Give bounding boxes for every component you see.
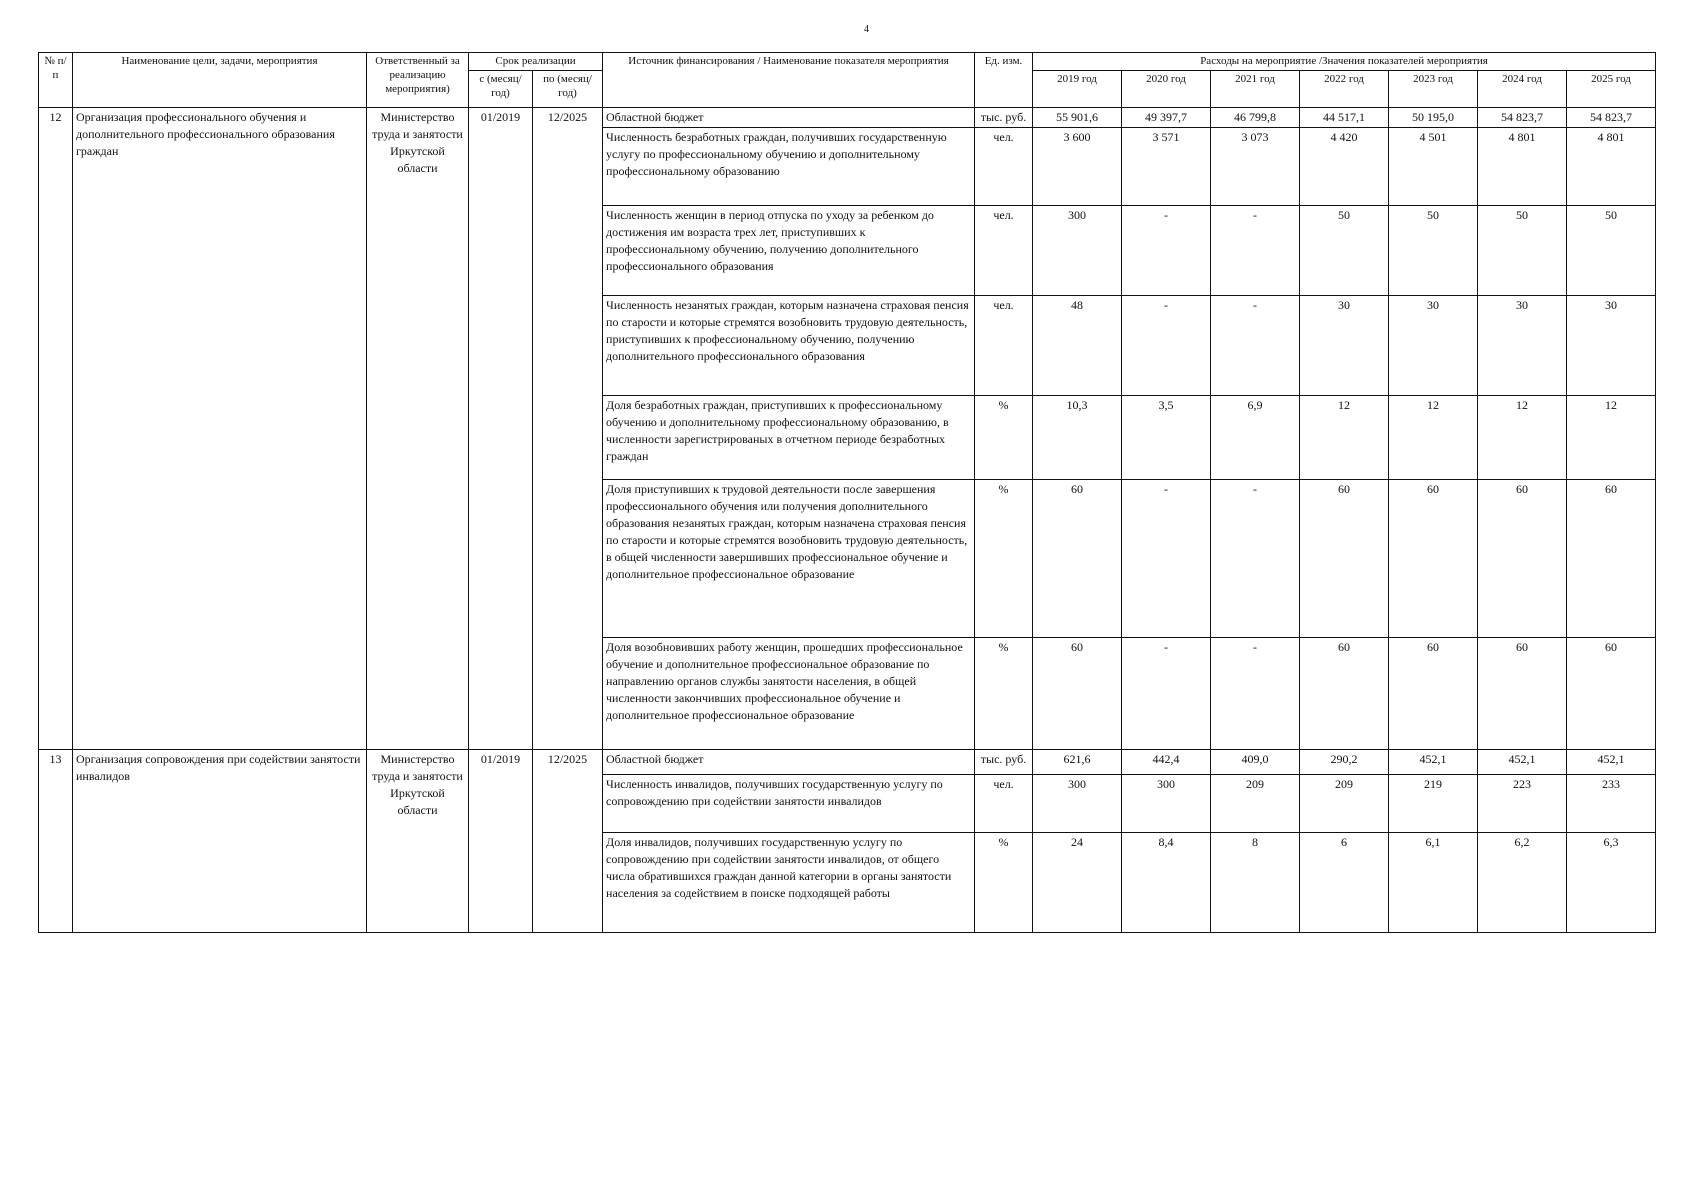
year-value: -	[1122, 206, 1211, 296]
page-number: 4	[864, 24, 869, 35]
year-value: 452,1	[1478, 750, 1567, 775]
indicator-label: Доля возобновивших работу женщин, прошедших профессиональное обучение и дополнительное профессиональное образование по направлению органов службы занятости населения, в общей численности закончивших профессиональное обучение и дополнительное профессиональное образование	[603, 638, 975, 750]
year-value: 300	[1033, 775, 1122, 833]
year-value: 12	[1478, 396, 1567, 480]
measure-name: Организация профессионального обучения и дополнительного профессионального образования граждан	[73, 108, 367, 750]
year-value: 30	[1567, 296, 1656, 396]
header-responsible: Ответственный за реализацию мероприятия)	[367, 53, 469, 108]
year-value: 60	[1389, 480, 1478, 638]
year-value: 409,0	[1211, 750, 1300, 775]
indicator-label: Доля безработных граждан, приступивших к профессиональному обучению и дополнительному профессиональному образованию, в численности зарегистрированых в отчетном периоде безработных граждан	[603, 396, 975, 480]
measure-from: 01/2019	[469, 750, 533, 933]
year-value: 6,9	[1211, 396, 1300, 480]
year-value: 452,1	[1567, 750, 1656, 775]
measure-from: 01/2019	[469, 108, 533, 750]
year-value: 209	[1300, 775, 1389, 833]
year-value: 12	[1300, 396, 1389, 480]
year-value: -	[1211, 296, 1300, 396]
header-name: Наименование цели, задачи, мероприятия	[73, 53, 367, 108]
indicator-label: Численность незанятых граждан, которым назначена страховая пенсия по старости и которые стремятся возобновить трудовую деятельность, приступивших к профессиональному обучению, получению дополнительного профессионального образования	[603, 296, 975, 396]
indicator-label: Доля инвалидов, получивших государственную услугу по сопровождению при содействии занятости инвалидов, от общего числа обратившихся граждан данной категории в органы занятости населения за содействием в поиске подходящей работы	[603, 833, 975, 933]
table-row	[39, 750, 1656, 775]
header-term-from: с (месяц/ год)	[469, 71, 533, 108]
year-value: 6,3	[1567, 833, 1656, 933]
year-value: -	[1211, 638, 1300, 750]
year-value: 3,5	[1122, 396, 1211, 480]
year-value: 442,4	[1122, 750, 1211, 775]
indicator-label: Областной бюджет	[603, 750, 975, 775]
header-source: Источник финансирования / Наименование показателя мероприятия	[603, 53, 975, 108]
indicator-unit: чел.	[975, 775, 1033, 833]
indicator-unit: чел.	[975, 206, 1033, 296]
indicator-unit: %	[975, 396, 1033, 480]
measure-to: 12/2025	[533, 750, 603, 933]
year-value: 44 517,1	[1300, 108, 1389, 128]
year-value: 621,6	[1033, 750, 1122, 775]
year-value: 54 823,7	[1478, 108, 1567, 128]
year-value: 50	[1300, 206, 1389, 296]
year-value: 219	[1389, 775, 1478, 833]
year-value: 4 801	[1478, 128, 1567, 206]
year-value: 3 571	[1122, 128, 1211, 206]
year-value: 46 799,8	[1211, 108, 1300, 128]
header-year: 2024 год	[1478, 71, 1567, 108]
indicator-unit: %	[975, 638, 1033, 750]
year-value: 10,3	[1033, 396, 1122, 480]
year-value: 452,1	[1389, 750, 1478, 775]
year-value: 223	[1478, 775, 1567, 833]
header-term: Срок реализации	[469, 53, 603, 71]
year-value: 4 801	[1567, 128, 1656, 206]
year-value: 60	[1033, 480, 1122, 638]
indicator-label: Доля приступивших к трудовой деятельности после завершения профессионального обучения или получения дополнительного образования незанятых граждан, которым назначена страховая пенсия по старости и которые стремятся возобновить трудовую деятельность, в общей численности завершивших профессиональное обучение и дополнительное профессиональное образование	[603, 480, 975, 638]
header-unit: Ед. изм.	[975, 53, 1033, 108]
year-value: 49 397,7	[1122, 108, 1211, 128]
year-value: 50	[1389, 206, 1478, 296]
indicator-unit: тыс. руб.	[975, 750, 1033, 775]
indicator-unit: чел.	[975, 128, 1033, 206]
year-value: 60	[1567, 638, 1656, 750]
year-value: 209	[1211, 775, 1300, 833]
year-value: 60	[1567, 480, 1656, 638]
year-value: 50 195,0	[1389, 108, 1478, 128]
table-body	[39, 108, 1656, 933]
year-value: 24	[1033, 833, 1122, 933]
year-value: 8	[1211, 833, 1300, 933]
year-value: 50	[1567, 206, 1656, 296]
year-value: 6,2	[1478, 833, 1567, 933]
year-value: 60	[1478, 638, 1567, 750]
measure-num: 13	[39, 750, 73, 933]
measure-to: 12/2025	[533, 108, 603, 750]
header-year: 2019 год	[1033, 71, 1122, 108]
year-value: -	[1122, 296, 1211, 396]
header-year: 2020 год	[1122, 71, 1211, 108]
year-value: 4 501	[1389, 128, 1478, 206]
header-year: 2022 год	[1300, 71, 1389, 108]
year-value: 4 420	[1300, 128, 1389, 206]
year-value: -	[1122, 480, 1211, 638]
year-value: 6,1	[1389, 833, 1478, 933]
year-value: 3 600	[1033, 128, 1122, 206]
indicator-unit: %	[975, 480, 1033, 638]
year-value: 30	[1478, 296, 1567, 396]
table-row	[39, 108, 1656, 128]
year-value: 30	[1300, 296, 1389, 396]
year-value: 50	[1478, 206, 1567, 296]
measure-num: 12	[39, 108, 73, 750]
indicator-unit: чел.	[975, 296, 1033, 396]
header-num: № п/п	[39, 53, 73, 108]
year-value: 60	[1033, 638, 1122, 750]
header-expenses: Расходы на мероприятие /Значения показателей мероприятия	[1033, 53, 1656, 71]
header-year: 2021 год	[1211, 71, 1300, 108]
year-value: 12	[1389, 396, 1478, 480]
year-value: 55 901,6	[1033, 108, 1122, 128]
year-value: 60	[1389, 638, 1478, 750]
year-value: 30	[1389, 296, 1478, 396]
year-value: 60	[1300, 638, 1389, 750]
year-value: 300	[1033, 206, 1122, 296]
measure-name: Организация сопровождения при содействии занятости инвалидов	[73, 750, 367, 933]
header-term-to: по (месяц/ год)	[533, 71, 603, 108]
year-value: 60	[1300, 480, 1389, 638]
header-year: 2025 год	[1567, 71, 1656, 108]
indicator-label: Численность женщин в период отпуска по уходу за ребенком до достижения им возраста трех лет, приступивших к профессиональному обучению, получению дополнительного профессионального образования	[603, 206, 975, 296]
indicator-label: Численность безработных граждан, получивших государственную услугу по профессиональному обучению и дополнительному профессиональному образованию	[603, 128, 975, 206]
year-value: 8,4	[1122, 833, 1211, 933]
indicator-unit: тыс. руб.	[975, 108, 1033, 128]
year-value: -	[1211, 206, 1300, 296]
indicator-label: Численность инвалидов, получивших государственную услугу по сопровождению при содействии занятости инвалидов	[603, 775, 975, 833]
year-value: 233	[1567, 775, 1656, 833]
year-value: 60	[1478, 480, 1567, 638]
indicator-unit: %	[975, 833, 1033, 933]
year-value: 54 823,7	[1567, 108, 1656, 128]
measures-table	[38, 52, 1656, 933]
measure-responsible: Министерство труда и занятости Иркутской области	[367, 750, 469, 933]
year-value: 3 073	[1211, 128, 1300, 206]
measure-responsible: Министерство труда и занятости Иркутской области	[367, 108, 469, 750]
year-value: -	[1122, 638, 1211, 750]
year-value: -	[1211, 480, 1300, 638]
year-value: 6	[1300, 833, 1389, 933]
year-value: 300	[1122, 775, 1211, 833]
year-value: 290,2	[1300, 750, 1389, 775]
indicator-label: Областной бюджет	[603, 108, 975, 128]
year-value: 48	[1033, 296, 1122, 396]
year-value: 12	[1567, 396, 1656, 480]
header-year: 2023 год	[1389, 71, 1478, 108]
